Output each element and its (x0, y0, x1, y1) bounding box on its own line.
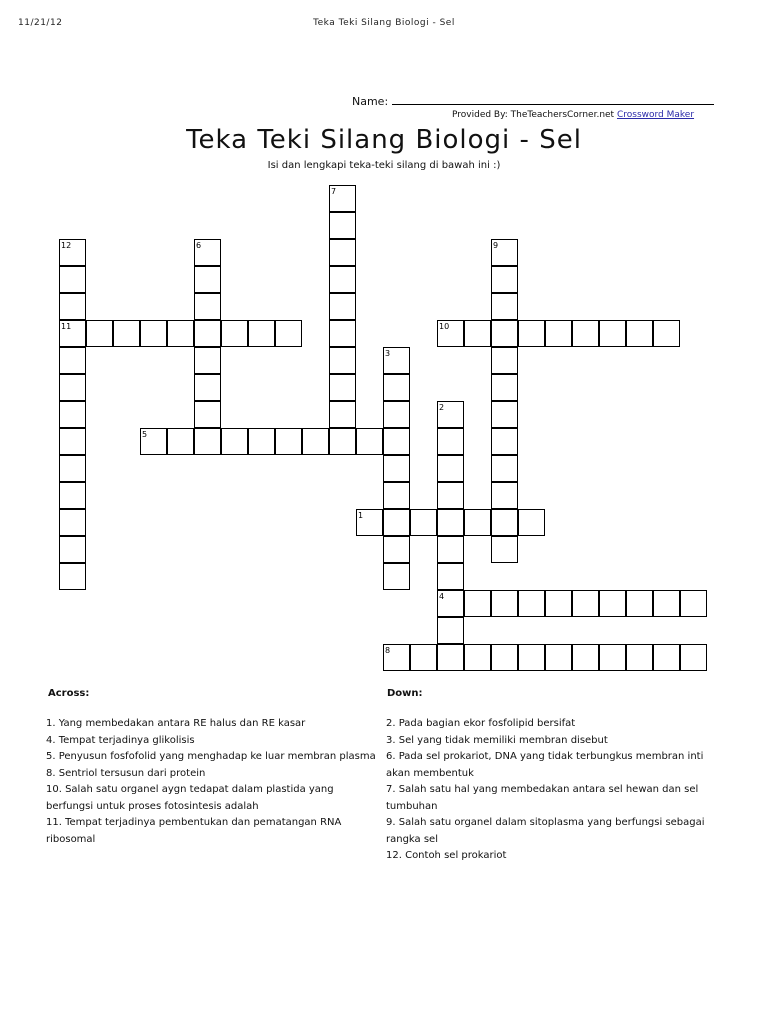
grid-cell[interactable] (194, 374, 221, 401)
grid-cell[interactable] (491, 401, 518, 428)
clue-number: 2 (439, 403, 445, 412)
grid-cell[interactable] (59, 482, 86, 509)
grid-cell[interactable] (437, 617, 464, 644)
grid-cell[interactable] (383, 401, 410, 428)
across-clue-10: 10. Salah satu organel aygn tedapat dalam plastida yang berfungsi untuk proses fotosintesis adalah (46, 784, 334, 812)
grid-cell[interactable] (329, 320, 356, 347)
grid-cell[interactable] (59, 509, 86, 536)
grid-cell[interactable] (491, 455, 518, 482)
grid-cell[interactable] (437, 428, 464, 455)
grid-cell[interactable] (275, 320, 302, 347)
grid-cell[interactable] (680, 590, 707, 617)
grid-cell[interactable] (491, 482, 518, 509)
across-clue-1: 1. Yang membedakan antara RE halus dan RE kasar (46, 718, 306, 729)
grid-cell[interactable] (545, 644, 572, 671)
grid-cell[interactable] (59, 347, 86, 374)
grid-cell[interactable] (491, 347, 518, 374)
grid-cell[interactable] (491, 374, 518, 401)
print-header-title: Teka Teki Silang Biologi - Sel (313, 18, 455, 28)
grid-cell[interactable] (599, 320, 626, 347)
grid-cell[interactable] (329, 212, 356, 239)
instructions: Isi dan lengkapi teka-teki silang di bawah ini :) (267, 160, 501, 171)
grid-cell[interactable] (437, 563, 464, 590)
grid-cell[interactable] (383, 374, 410, 401)
provided-by-text: Provided By: TheTeachersCorner.net (452, 110, 615, 120)
grid-cell[interactable] (518, 644, 545, 671)
grid-cell[interactable] (194, 428, 221, 455)
clue-number: 7 (331, 187, 337, 196)
grid-cell[interactable] (59, 563, 86, 590)
clue-number: 8 (385, 646, 391, 655)
grid-cell[interactable] (410, 644, 437, 671)
grid-cell[interactable] (545, 320, 572, 347)
grid-cell[interactable] (572, 644, 599, 671)
grid-cell[interactable] (437, 455, 464, 482)
down-clue-9: 9. Salah satu organel dalam sitoplasma yang berfungsi sebagai rangka sel (386, 817, 705, 845)
grid-cell[interactable] (275, 428, 302, 455)
across-clue-5: 5. Penyusun fosfofolid yang menghadap ke luar membran plasma (46, 751, 376, 762)
grid-cell[interactable] (59, 536, 86, 563)
down-clue-12: 12. Contoh sel prokariot (386, 850, 507, 861)
grid-cell[interactable] (383, 482, 410, 509)
clue-number: 1 (358, 511, 364, 520)
clue-number: 3 (385, 349, 391, 358)
grid-cell[interactable] (653, 320, 680, 347)
across-clue-8: 8. Sentriol tersusun dari protein (46, 767, 206, 779)
grid-cell[interactable] (248, 428, 275, 455)
grid-cell[interactable] (464, 320, 491, 347)
grid-cell[interactable] (518, 590, 545, 617)
grid-cell[interactable] (626, 590, 653, 617)
grid-cell[interactable] (464, 644, 491, 671)
grid-cell[interactable] (194, 293, 221, 320)
grid-cell[interactable] (59, 293, 86, 320)
grid-cell[interactable] (653, 644, 680, 671)
print-date: 11/21/12 (18, 18, 63, 28)
grid-cell[interactable] (491, 509, 518, 536)
grid-cell[interactable] (491, 320, 518, 347)
down-clue-6: 6. Pada sel prokariot, DNA yang tidak terbungkus membran inti akan membentuk (386, 751, 704, 779)
grid-cell[interactable] (113, 320, 140, 347)
grid-cell[interactable] (167, 320, 194, 347)
grid-cell[interactable] (356, 428, 383, 455)
down-clue-2: 2. Pada bagian ekor fosfolipid bersifat (386, 718, 576, 729)
grid-cell[interactable] (59, 455, 86, 482)
grid-cell[interactable] (167, 428, 194, 455)
grid-cell[interactable] (491, 428, 518, 455)
clue-number: 9 (493, 241, 499, 250)
grid-cell[interactable] (491, 590, 518, 617)
grid-cell[interactable] (221, 320, 248, 347)
grid-cell[interactable] (221, 428, 248, 455)
grid-cell[interactable] (518, 509, 545, 536)
clue-number: 11 (61, 322, 72, 331)
grid-cell[interactable] (437, 536, 464, 563)
grid-cell[interactable] (626, 644, 653, 671)
grid-cell[interactable] (194, 266, 221, 293)
grid-cell[interactable] (491, 293, 518, 320)
grid-cell[interactable] (491, 644, 518, 671)
grid-cell[interactable] (194, 401, 221, 428)
grid-cell[interactable] (329, 401, 356, 428)
grid-cell[interactable] (194, 347, 221, 374)
grid-cell[interactable] (194, 320, 221, 347)
grid-cell[interactable] (680, 644, 707, 671)
across-clue-4: 4. Tempat terjadinya glikolisis (46, 734, 195, 746)
grid-cell[interactable] (545, 590, 572, 617)
grid-cell[interactable] (653, 590, 680, 617)
grid-cell[interactable] (383, 428, 410, 455)
grid-cell[interactable] (599, 644, 626, 671)
grid-cell[interactable] (383, 455, 410, 482)
grid-cell[interactable] (329, 428, 356, 455)
grid-cell[interactable] (59, 428, 86, 455)
grid-cell[interactable] (491, 266, 518, 293)
down-clue-7: 7. Salah satu hal yang membedakan antara sel hewan dan sel tumbuhan (386, 784, 699, 812)
grid-cell[interactable] (59, 401, 86, 428)
grid-cell[interactable] (437, 644, 464, 671)
grid-cell[interactable] (383, 536, 410, 563)
grid-cell[interactable] (518, 320, 545, 347)
grid-cell[interactable] (329, 293, 356, 320)
grid-cell[interactable] (491, 536, 518, 563)
down-clue-3: 3. Sel yang tidak memiliki membran disebut (386, 734, 608, 746)
grid-cell[interactable] (329, 239, 356, 266)
grid-cell[interactable] (248, 320, 275, 347)
grid-cell[interactable] (140, 320, 167, 347)
across-heading: Across: (48, 688, 90, 699)
grid-cell[interactable] (464, 509, 491, 536)
clue-number: 6 (196, 241, 202, 250)
grid-cell[interactable] (464, 590, 491, 617)
page-title: Teka Teki Silang Biologi - Sel (186, 125, 582, 155)
grid-cell[interactable] (626, 320, 653, 347)
grid-cell[interactable] (383, 563, 410, 590)
grid-cell[interactable] (572, 320, 599, 347)
grid-cell[interactable] (329, 347, 356, 374)
down-clue-list (386, 716, 716, 865)
grid-cell[interactable] (437, 509, 464, 536)
grid-cell[interactable] (572, 590, 599, 617)
clue-number: 4 (439, 592, 445, 601)
clue-number: 12 (61, 241, 72, 250)
grid-cell[interactable] (59, 374, 86, 401)
down-heading: Down: (387, 688, 423, 699)
grid-cell[interactable] (437, 482, 464, 509)
grid-cell[interactable] (302, 428, 329, 455)
clue-number: 5 (142, 430, 148, 439)
across-clue-list (46, 716, 376, 848)
name-label: Name: (352, 95, 389, 108)
grid-cell[interactable] (599, 590, 626, 617)
clue-number: 10 (439, 322, 450, 331)
grid-cell[interactable] (329, 374, 356, 401)
grid-cell[interactable] (86, 320, 113, 347)
grid-cell[interactable] (383, 509, 410, 536)
grid-cell[interactable] (410, 509, 437, 536)
grid-cell[interactable] (59, 266, 86, 293)
across-clue-11: 11. Tempat terjadinya pembentukan dan pematangan RNA ribosomal (46, 817, 342, 845)
crossword-maker-link[interactable]: Crossword Maker (616, 110, 695, 120)
grid-cell[interactable] (329, 266, 356, 293)
